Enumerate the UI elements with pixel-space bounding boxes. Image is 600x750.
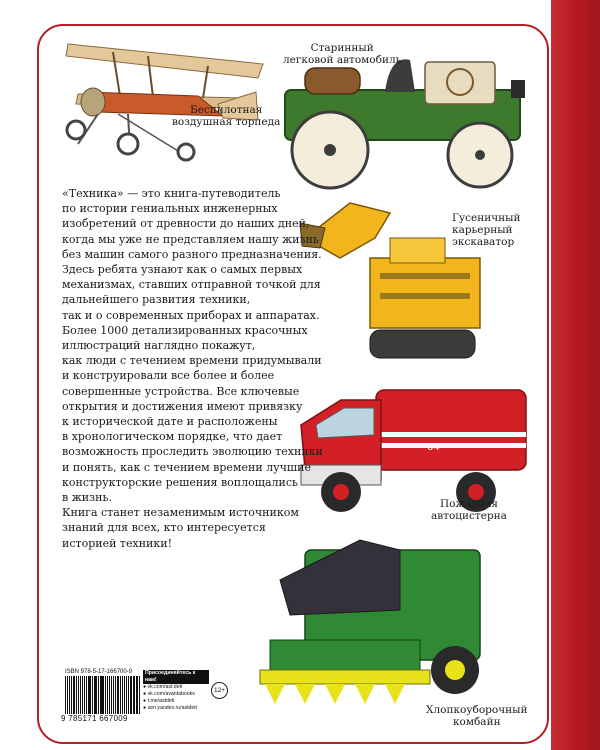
social-link[interactable]: ● vk.com/avantabooks xyxy=(143,691,195,697)
barcode-digits: 9 785171 667009 xyxy=(61,714,128,723)
caption-harvester: Хлопкоуборочный комбайн xyxy=(426,704,528,728)
caption-car: Старинный легковой автомобиль xyxy=(283,42,402,66)
barcode xyxy=(61,669,141,725)
barcode-bars xyxy=(65,676,141,714)
isbn-number: ISBN 978-5-17-166700-9 xyxy=(65,669,133,675)
description-line: и конструировали все более и более xyxy=(62,369,275,383)
social-link[interactable]: ● zen.yandex.ru/astdeti xyxy=(143,705,197,711)
description-line: иллюстраций наглядно покажут, xyxy=(62,339,256,353)
description-line: Книга станет незаменимым источником xyxy=(62,506,299,520)
description-line: к исторической дате и расположены xyxy=(62,415,278,429)
caption-firetruck: Пожарная автоцистерна xyxy=(431,498,507,522)
social-link[interactable]: ● t.me/astdeti xyxy=(143,698,175,704)
biplane-illustration xyxy=(58,34,268,169)
book-description xyxy=(62,186,324,551)
description-line: Более 1000 детализированных красочных xyxy=(62,323,308,337)
fire-truck-number: 64 xyxy=(427,442,440,453)
description-line: «Техника» — это книга-путеводитель xyxy=(62,187,281,200)
description-line: совершенные устройства. Все ключевые xyxy=(62,384,300,398)
description-line: в жизнь. xyxy=(62,491,112,505)
social-heading: Присоединяйтесь к нам! xyxy=(143,670,209,684)
description-line: историей техники! xyxy=(62,536,172,550)
description-line: механизмах, ставших отправной точкой для xyxy=(62,278,321,292)
description-line: когда мы уже не представляем нашу жизнь xyxy=(62,232,319,246)
description-line: знаний для всех, кто интересуется xyxy=(62,521,266,535)
description-line: по истории гениальных инженерных xyxy=(62,202,278,216)
vintage-car-illustration xyxy=(275,50,545,190)
social-links xyxy=(143,670,209,712)
book-spine xyxy=(551,0,600,750)
description-line: без машин самого разного предназначения. xyxy=(62,247,322,261)
caption-plane: Беспилотная воздушная торпеда xyxy=(172,104,281,128)
description-line: Здесь ребята узнают как о самых первых xyxy=(62,263,303,277)
description-line: как люди с течением времени придумывали xyxy=(62,354,322,368)
fire-truck-illustration xyxy=(296,380,531,515)
caption-excavator: Гусеничный карьерный экскаватор xyxy=(452,212,521,248)
age-rating-badge: 12+ xyxy=(211,682,228,699)
description-line: в хронологическом порядке, что дает xyxy=(62,430,283,444)
social-link[interactable]: ● vk.com/ast.deti xyxy=(143,684,183,690)
description-line: конструкторские решения воплощались xyxy=(62,475,298,489)
description-line: и понять, как с течением времени лучшие xyxy=(62,460,311,474)
description-line: возможность проследить эволюцию техники xyxy=(62,445,323,459)
description-line: открытия и достижения имеют привязку xyxy=(62,399,303,413)
description-line: изобретений от древности до наших дней, xyxy=(62,217,310,231)
description-line: дальнейшего развития техники, xyxy=(62,293,251,307)
description-line: так и о современных приборах и аппаратах. xyxy=(62,308,320,322)
